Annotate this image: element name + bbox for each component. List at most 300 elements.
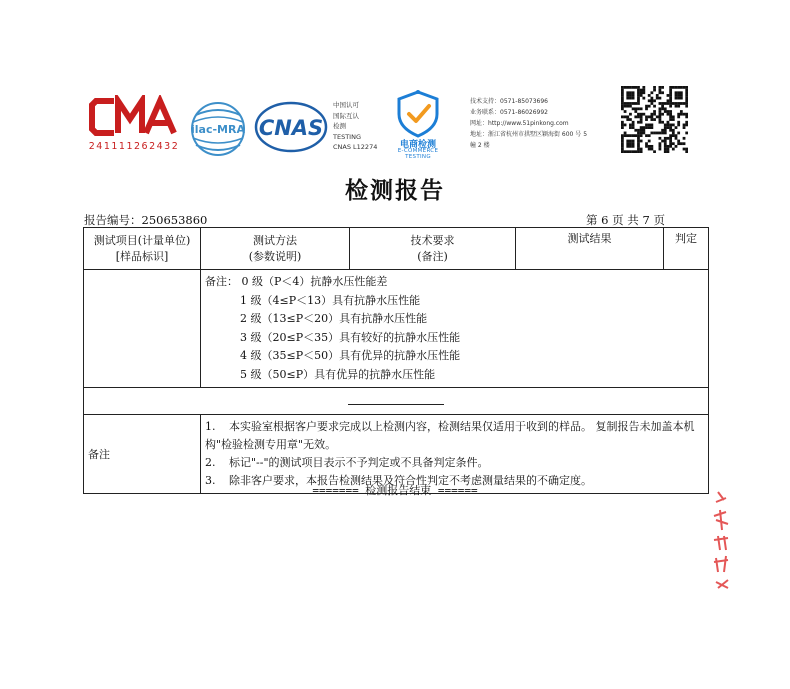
page-info <box>586 212 665 228</box>
qr-module <box>669 115 672 118</box>
header-line: [样品标识] <box>115 249 169 263</box>
qr-module <box>626 97 629 100</box>
qr-module <box>629 145 632 148</box>
qr-module <box>677 113 680 116</box>
qr-module <box>626 140 629 143</box>
qr-module <box>669 129 672 132</box>
qr-module <box>675 134 678 137</box>
qr-module <box>650 102 653 105</box>
qr-module <box>669 140 672 143</box>
qr-module <box>629 86 632 89</box>
qr-module <box>629 118 632 121</box>
report-number <box>84 212 207 228</box>
qr-module <box>661 105 664 108</box>
qr-module <box>626 102 629 105</box>
qr-module <box>659 137 662 140</box>
qr-module <box>621 102 624 105</box>
page-title: 检测报告 <box>345 178 445 204</box>
qr-module <box>659 89 662 92</box>
svg-text:CNAS: CNAS <box>258 116 324 140</box>
qr-module <box>685 99 688 102</box>
qr-module <box>659 113 662 116</box>
contact-label: 业务联系： <box>470 109 501 116</box>
qr-module <box>659 91 662 94</box>
qr-module <box>621 137 624 140</box>
qr-module <box>669 134 672 137</box>
qr-module <box>672 134 675 137</box>
qr-module <box>659 142 662 145</box>
ilac-globe-icon <box>187 100 249 158</box>
remark-number: 2. <box>205 456 216 469</box>
qr-module <box>648 134 651 137</box>
qr-module <box>659 115 662 118</box>
qr-code-graphic <box>621 86 688 153</box>
contact-label: 技术支持： <box>470 98 501 105</box>
qr-module <box>675 105 678 108</box>
qr-module <box>632 97 635 100</box>
qr-module <box>677 94 680 97</box>
qr-module <box>645 105 648 108</box>
qr-module <box>648 115 651 118</box>
qr-module <box>685 124 688 127</box>
qr-module <box>650 113 653 116</box>
qr-module <box>637 86 640 89</box>
ilac-mra-logo <box>187 100 249 158</box>
contact-row <box>470 140 610 151</box>
qr-module <box>629 140 632 143</box>
qr-module <box>680 86 683 89</box>
ecommerce-name-cn: 电商检测 <box>399 140 436 150</box>
qr-module <box>664 126 667 129</box>
qr-module <box>669 110 672 113</box>
qr-module <box>642 89 645 92</box>
header-judgement <box>664 228 709 270</box>
page-mid: 页 共 <box>612 213 639 227</box>
qr-module <box>640 113 643 116</box>
qr-module <box>677 86 680 89</box>
qr-module <box>685 113 688 116</box>
qr-module <box>659 118 662 121</box>
contact-row <box>470 107 610 118</box>
qr-module <box>661 113 664 116</box>
header-test-item <box>84 228 201 270</box>
qr-module <box>621 97 624 100</box>
qr-module <box>642 132 645 135</box>
qr-module <box>680 102 683 105</box>
report-number-value: 250653860 <box>141 213 208 227</box>
qr-module <box>656 115 659 118</box>
qr-module <box>634 134 637 137</box>
qr-module <box>656 132 659 135</box>
qr-module <box>672 129 675 132</box>
qr-module <box>675 97 678 100</box>
qr-module <box>632 150 635 153</box>
remark-item <box>205 418 704 454</box>
qr-module <box>656 97 659 100</box>
qr-module <box>677 91 680 94</box>
qr-module <box>683 137 686 140</box>
qr-module <box>621 126 624 129</box>
qr-module <box>669 99 672 102</box>
shield-check-icon <box>385 88 451 138</box>
qr-module <box>685 86 688 89</box>
qr-module <box>685 89 688 92</box>
header-line: 测试方法 <box>253 233 297 247</box>
ecommerce-testing-logo <box>385 88 451 158</box>
qr-module <box>653 89 656 92</box>
qr-module <box>640 121 643 124</box>
remark-item <box>205 454 704 472</box>
qr-module <box>621 121 624 124</box>
qr-module <box>629 91 632 94</box>
qr-module <box>624 86 627 89</box>
qr-module <box>637 132 640 135</box>
qr-module <box>669 145 672 148</box>
qr-module <box>645 124 648 127</box>
qr-module <box>675 91 678 94</box>
qr-module <box>683 86 686 89</box>
qr-module <box>661 102 664 105</box>
qr-module <box>653 99 656 102</box>
contact-value: 浙江省杭州市拱墅区颖海街 600 号 5 <box>488 131 588 138</box>
qr-module <box>664 140 667 143</box>
qr-module <box>650 91 653 94</box>
qr-module <box>637 121 640 124</box>
ecommerce-name-en: E-COMMERCE TESTING <box>397 148 439 160</box>
qr-module <box>629 142 632 145</box>
qr-module <box>664 150 667 153</box>
qr-module <box>634 102 637 105</box>
qr-module <box>621 142 624 145</box>
qr-module <box>637 99 640 102</box>
qr-module <box>672 118 675 121</box>
cnas-line: CNAS L12274 <box>333 143 378 151</box>
qr-module <box>650 124 653 127</box>
qr-module <box>642 129 645 132</box>
qr-module <box>661 107 664 110</box>
cnas-accreditation-text <box>333 100 393 153</box>
qr-module <box>659 102 662 105</box>
qr-module <box>653 150 656 153</box>
qr-module <box>650 126 653 129</box>
contact-value: 幢 2 楼 <box>470 142 490 149</box>
qr-module <box>650 145 653 148</box>
qr-module <box>634 86 637 89</box>
qr-module <box>680 110 683 113</box>
remark-text: 除非客户要求，本报告检测结果及符合性判定不考虑测量结果的不确定度。 <box>229 474 592 487</box>
page-prefix: 第 <box>586 213 598 227</box>
qr-module <box>680 97 683 100</box>
cma-mark-icon <box>88 95 180 141</box>
qr-module <box>650 118 653 121</box>
qr-module <box>667 150 670 153</box>
qr-module <box>672 86 675 89</box>
qr-module <box>640 150 643 153</box>
qr-module <box>637 102 640 105</box>
qr-module <box>677 140 680 143</box>
qr-module <box>626 150 629 153</box>
qr-module <box>626 105 629 108</box>
qr-module <box>683 126 686 129</box>
qr-module <box>650 99 653 102</box>
qr-module <box>645 126 648 129</box>
qr-module <box>664 137 667 140</box>
cma-number: 241111262432 <box>88 141 180 152</box>
header-result <box>516 228 664 270</box>
qr-module <box>685 121 688 124</box>
qr-module <box>669 89 672 92</box>
qr-module <box>656 94 659 97</box>
qr-module <box>672 148 675 151</box>
qr-module <box>624 134 627 137</box>
contact-label: 地址： <box>470 131 489 138</box>
qr-module <box>648 99 651 102</box>
qr-module <box>685 91 688 94</box>
qr-module <box>664 110 667 113</box>
qr-module <box>632 91 635 94</box>
qr-module <box>642 97 645 100</box>
qr-module <box>669 91 672 94</box>
qr-module <box>640 89 643 92</box>
header-line: (参数说明) <box>248 249 302 263</box>
qr-module <box>685 150 688 153</box>
qr-module <box>626 142 629 145</box>
qr-module <box>685 102 688 105</box>
qr-module <box>677 115 680 118</box>
page-suffix: 页 <box>653 213 665 227</box>
qr-module <box>661 132 664 135</box>
qr-module <box>685 115 688 118</box>
grade-note-line: 备注： 0 级（P＜4）抗静水压性能差 <box>205 275 388 288</box>
qr-module <box>667 124 670 127</box>
qr-module <box>648 140 651 143</box>
qr-module <box>677 97 680 100</box>
qr-module <box>637 91 640 94</box>
qr-module <box>632 140 635 143</box>
qr-module <box>664 129 667 132</box>
qr-module <box>629 150 632 153</box>
cnas-mark-icon <box>254 101 328 153</box>
qr-module <box>667 137 670 140</box>
qr-module <box>653 110 656 113</box>
header-test-method <box>201 228 350 270</box>
qr-module <box>659 107 662 110</box>
qr-module <box>637 89 640 92</box>
qr-module <box>659 148 662 151</box>
remark-number: 1. <box>205 420 216 433</box>
contact-row <box>470 118 610 129</box>
qr-module <box>632 124 635 127</box>
grade-note-line: 5 级（50≤P）具有优异的抗静水压性能 <box>240 367 436 381</box>
qr-module <box>626 91 629 94</box>
qr-module <box>637 150 640 153</box>
report-end-marker: ======= 检测报告结束 ====== <box>312 484 478 497</box>
qr-module <box>624 115 627 118</box>
qr-module <box>677 124 680 127</box>
qr-module <box>637 148 640 151</box>
qr-module <box>637 145 640 148</box>
qr-module <box>672 142 675 145</box>
grade-note-line: 4 级（35≤P＜50）具有优异的抗静水压性能 <box>240 349 461 362</box>
qr-module <box>664 107 667 110</box>
divider-line <box>348 396 444 405</box>
qr-module <box>677 121 680 124</box>
qr-module <box>669 126 672 129</box>
qr-module <box>659 110 662 113</box>
qr-module <box>648 94 651 97</box>
qr-module <box>640 91 643 94</box>
remark-text: 标记"--"的测试项目表示不予判定或不具备判定条件。 <box>229 456 489 469</box>
report-table <box>83 227 709 494</box>
qr-module <box>664 145 667 148</box>
cnas-line: 中国认可 <box>333 101 359 109</box>
qr-module <box>667 110 670 113</box>
qr-module <box>634 107 637 110</box>
divider-cell <box>84 388 709 415</box>
grade-note-line: 3 级（20≤P＜35）具有较好的抗静水压性能 <box>240 330 461 344</box>
qr-module <box>672 102 675 105</box>
qr-module <box>637 113 640 116</box>
qr-module <box>667 121 670 124</box>
qr-module <box>642 91 645 94</box>
svg-text:ilac-MRA: ilac-MRA <box>191 123 245 136</box>
qr-module <box>640 148 643 151</box>
qr-module <box>683 124 686 127</box>
qr-module <box>669 124 672 127</box>
qr-module <box>640 94 643 97</box>
qr-module <box>675 86 678 89</box>
qr-module <box>624 110 627 113</box>
qr-module <box>653 132 656 135</box>
qr-module <box>642 113 645 116</box>
header-line: (备注) <box>417 249 448 263</box>
qr-module <box>640 134 643 137</box>
qr-module <box>650 132 653 135</box>
qr-module <box>640 115 643 118</box>
qr-module <box>664 132 667 135</box>
qr-module <box>675 145 678 148</box>
qr-module <box>661 140 664 143</box>
qr-module <box>637 97 640 100</box>
qr-module <box>645 145 648 148</box>
contact-value: http://www.51pinkong.com <box>488 120 569 127</box>
header-requirement <box>350 228 516 270</box>
cnas-line: 检测 <box>333 122 346 130</box>
contact-value: 0571-86026992 <box>500 109 548 116</box>
qr-module <box>659 145 662 148</box>
qr-module <box>659 132 662 135</box>
qr-module <box>621 94 624 97</box>
qr-module <box>685 148 688 151</box>
remark-number: 3. <box>205 474 216 487</box>
qr-module <box>629 134 632 137</box>
qr-module <box>669 105 672 108</box>
seal-fragment-icon <box>708 490 738 590</box>
qr-module <box>672 124 675 127</box>
qr-module <box>621 150 624 153</box>
qr-module <box>677 102 680 105</box>
qr-module <box>632 121 635 124</box>
qr-module <box>626 86 629 89</box>
qr-module <box>640 126 643 129</box>
qr-module <box>648 126 651 129</box>
qr-module <box>624 102 627 105</box>
qr-module <box>667 148 670 151</box>
qr-module <box>653 118 656 121</box>
qr-module <box>621 148 624 151</box>
qr-module <box>661 86 664 89</box>
qr-module <box>675 94 678 97</box>
qr-module <box>629 94 632 97</box>
qr-module <box>621 140 624 143</box>
qr-module <box>621 89 624 92</box>
qr-module <box>624 124 627 127</box>
qr-module <box>683 142 686 145</box>
qr-module <box>669 113 672 116</box>
qr-module <box>621 134 624 137</box>
qr-module <box>675 126 678 129</box>
contact-label: 网址： <box>470 120 489 127</box>
qr-module <box>667 94 670 97</box>
qr-module <box>680 94 683 97</box>
qr-module <box>653 86 656 89</box>
qr-module <box>634 150 637 153</box>
qr-module <box>640 132 643 135</box>
qr-module <box>667 102 670 105</box>
qr-module <box>640 118 643 121</box>
contact-row <box>470 96 610 107</box>
qr-module <box>677 142 680 145</box>
qr-module <box>648 145 651 148</box>
qr-module <box>667 99 670 102</box>
qr-module <box>680 113 683 116</box>
qr-module <box>680 91 683 94</box>
qr-module <box>634 115 637 118</box>
qr-module <box>659 97 662 100</box>
qr-module <box>632 102 635 105</box>
qr-module <box>650 115 653 118</box>
qr-module <box>685 94 688 97</box>
qr-module <box>632 126 635 129</box>
qr-module <box>677 132 680 135</box>
cnas-logo <box>254 101 328 153</box>
qr-module <box>664 124 667 127</box>
remark-text: 本实验室根据客户要求完成以上检测内容，检测结果仅适用于收到的样品。 复制报告未加盖本机构"检验检测专用章"无效。 <box>205 420 695 451</box>
qr-module <box>642 86 645 89</box>
empty-cell <box>84 270 201 388</box>
qr-module <box>626 118 629 121</box>
qr-module <box>632 94 635 97</box>
qr-module <box>634 110 637 113</box>
qr-module <box>632 86 635 89</box>
qr-module <box>632 142 635 145</box>
qr-module <box>637 140 640 143</box>
company-seal-stamp <box>708 490 738 590</box>
cma-logo <box>88 95 180 157</box>
qr-module <box>650 148 653 151</box>
qr-module <box>645 142 648 145</box>
qr-module <box>637 134 640 137</box>
qr-module <box>661 121 664 124</box>
qr-module <box>645 115 648 118</box>
qr-module <box>669 137 672 140</box>
qr-module <box>653 113 656 116</box>
qr-module <box>645 118 648 121</box>
table-header-row <box>84 228 709 270</box>
qr-module <box>683 148 686 151</box>
qr-module <box>621 107 624 110</box>
table-row <box>84 388 709 415</box>
